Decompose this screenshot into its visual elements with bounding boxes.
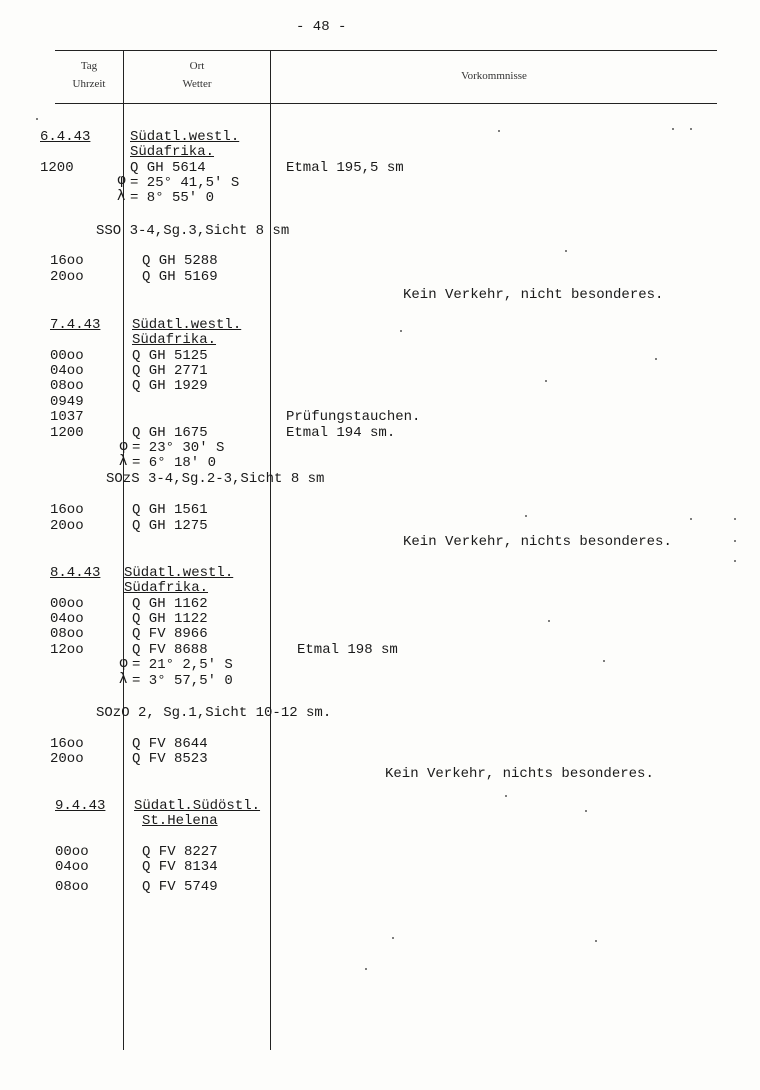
log-time: 20oo bbox=[50, 518, 84, 534]
log-time: 1037 bbox=[50, 409, 84, 425]
grid-position: Q FV 5749 bbox=[142, 879, 218, 895]
entry-location-line: Südatl.Südöstl. bbox=[134, 798, 261, 814]
log-time: 16oo bbox=[50, 736, 84, 752]
scan-speck bbox=[365, 968, 367, 970]
grid-position: Q GH 1275 bbox=[132, 518, 208, 534]
entry-date: 9.4.43 bbox=[55, 798, 106, 814]
header-day: Tag bbox=[80, 60, 98, 72]
entry-date: 7.4.43 bbox=[50, 317, 101, 333]
grid-position: Q GH 1675 bbox=[132, 425, 208, 441]
scan-speck bbox=[595, 940, 597, 942]
grid-position: Q GH 2771 bbox=[132, 363, 208, 379]
log-time: 00oo bbox=[55, 844, 89, 860]
log-time: 00oo bbox=[50, 348, 84, 364]
log-time: 08oo bbox=[55, 879, 89, 895]
header-place: Ort bbox=[189, 60, 205, 72]
grid-position: Q GH 1162 bbox=[132, 596, 208, 612]
grid-position: Q GH 5288 bbox=[142, 253, 218, 269]
longitude-symbol: λ bbox=[119, 453, 128, 469]
scan-speck bbox=[392, 937, 394, 939]
scan-speck bbox=[734, 560, 736, 562]
header-bottom-rule bbox=[55, 103, 717, 104]
grid-position: Q FV 8523 bbox=[132, 751, 208, 767]
scan-speck bbox=[548, 620, 550, 622]
log-time: 16oo bbox=[50, 253, 84, 269]
header-events: Vorkommnisse bbox=[461, 70, 527, 82]
log-time: 08oo bbox=[50, 626, 84, 642]
log-time: 04oo bbox=[50, 363, 84, 379]
entry-location-line: Südatl.westl. bbox=[124, 565, 234, 581]
grid-position: Q GH 5169 bbox=[142, 269, 218, 285]
longitude-symbol: λ bbox=[117, 188, 126, 204]
scan-speck bbox=[655, 358, 657, 360]
grid-position: Q GH 1561 bbox=[132, 502, 208, 518]
log-time: 0949 bbox=[50, 394, 84, 410]
grid-position: Q FV 8688 bbox=[132, 642, 208, 658]
scan-speck bbox=[734, 540, 736, 542]
closing-remark: Kein Verkehr, nichts besonderes. bbox=[385, 766, 654, 782]
latitude: = 21° 2,5' S bbox=[132, 657, 233, 673]
log-time: 20oo bbox=[50, 751, 84, 767]
longitude: = 8° 55' 0 bbox=[130, 190, 215, 206]
entry-location-line: Südatl.westl. bbox=[132, 317, 242, 333]
scan-speck bbox=[585, 810, 587, 812]
grid-position: Q FV 8227 bbox=[142, 844, 218, 860]
scan-speck bbox=[690, 128, 692, 130]
scan-speck bbox=[690, 518, 692, 520]
scan-speck bbox=[505, 795, 507, 797]
entry-location-line: St.Helena bbox=[142, 813, 218, 829]
latitude-symbol: φ bbox=[119, 438, 129, 454]
log-time: 12oo bbox=[50, 642, 84, 658]
grid-position: Q FV 8644 bbox=[132, 736, 208, 752]
scan-speck bbox=[565, 250, 567, 252]
scan-speck bbox=[672, 128, 674, 130]
closing-remark: Kein Verkehr, nicht besonderes. bbox=[403, 287, 664, 303]
scan-speck bbox=[545, 380, 547, 382]
log-time: 08oo bbox=[50, 378, 84, 394]
entry-location-line: Südafrika. bbox=[132, 332, 217, 348]
grid-position: Q GH 5614 bbox=[130, 160, 206, 176]
scan-speck bbox=[525, 515, 527, 517]
latitude: = 25° 41,5' S bbox=[130, 175, 240, 191]
scan-speck bbox=[734, 518, 736, 520]
weather-line: SOzO 2, Sg.1,Sicht 10-12 sm. bbox=[96, 705, 332, 721]
scan-speck bbox=[36, 118, 38, 120]
latitude: = 23° 30' S bbox=[132, 440, 225, 456]
longitude: = 3° 57,5' 0 bbox=[132, 673, 233, 689]
grid-position: Q GH 5125 bbox=[132, 348, 208, 364]
entry-location-line: Südafrika. bbox=[124, 580, 209, 596]
entry-date: 8.4.43 bbox=[50, 565, 101, 581]
log-time: 16oo bbox=[50, 502, 84, 518]
grid-position: Q FV 8966 bbox=[132, 626, 208, 642]
log-time: 04oo bbox=[50, 611, 84, 627]
entry-location-line: Südatl.westl. bbox=[130, 129, 240, 145]
scan-speck bbox=[603, 660, 605, 662]
latitude-symbol: φ bbox=[117, 172, 127, 188]
log-note: Etmal 194 sm. bbox=[286, 425, 396, 441]
grid-position: Q GH 1122 bbox=[132, 611, 208, 627]
longitude-symbol: λ bbox=[119, 671, 128, 687]
log-time: 00oo bbox=[50, 596, 84, 612]
latitude-symbol: φ bbox=[119, 655, 129, 671]
weather-line: SSO 3-4,Sg.3,Sicht 8 sm bbox=[96, 223, 290, 239]
longitude: = 6° 18' 0 bbox=[132, 455, 217, 471]
log-time: 04oo bbox=[55, 859, 89, 875]
header-weather: Wetter bbox=[182, 78, 212, 90]
closing-remark: Kein Verkehr, nichts besonderes. bbox=[403, 534, 672, 550]
page-number: - 48 - bbox=[296, 19, 347, 35]
scan-speck bbox=[400, 330, 402, 332]
column-divider-2 bbox=[270, 50, 271, 1050]
header-time: Uhrzeit bbox=[72, 78, 106, 90]
log-time: 20oo bbox=[50, 269, 84, 285]
entry-date: 6.4.43 bbox=[40, 129, 91, 145]
log-note: Etmal 198 sm bbox=[297, 642, 398, 658]
header-top-rule bbox=[55, 50, 717, 51]
weather-line: SOzS 3-4,Sg.2-3,Sicht 8 sm bbox=[106, 471, 325, 487]
grid-position: Q FV 8134 bbox=[142, 859, 218, 875]
scan-speck bbox=[498, 130, 500, 132]
log-time: 1200 bbox=[50, 425, 84, 441]
log-time: 1200 bbox=[40, 160, 74, 176]
log-note: Etmal 195,5 sm bbox=[286, 160, 404, 176]
grid-position: Q GH 1929 bbox=[132, 378, 208, 394]
entry-location-line: Südafrika. bbox=[130, 144, 215, 160]
log-note: Prüfungstauchen. bbox=[286, 409, 421, 425]
